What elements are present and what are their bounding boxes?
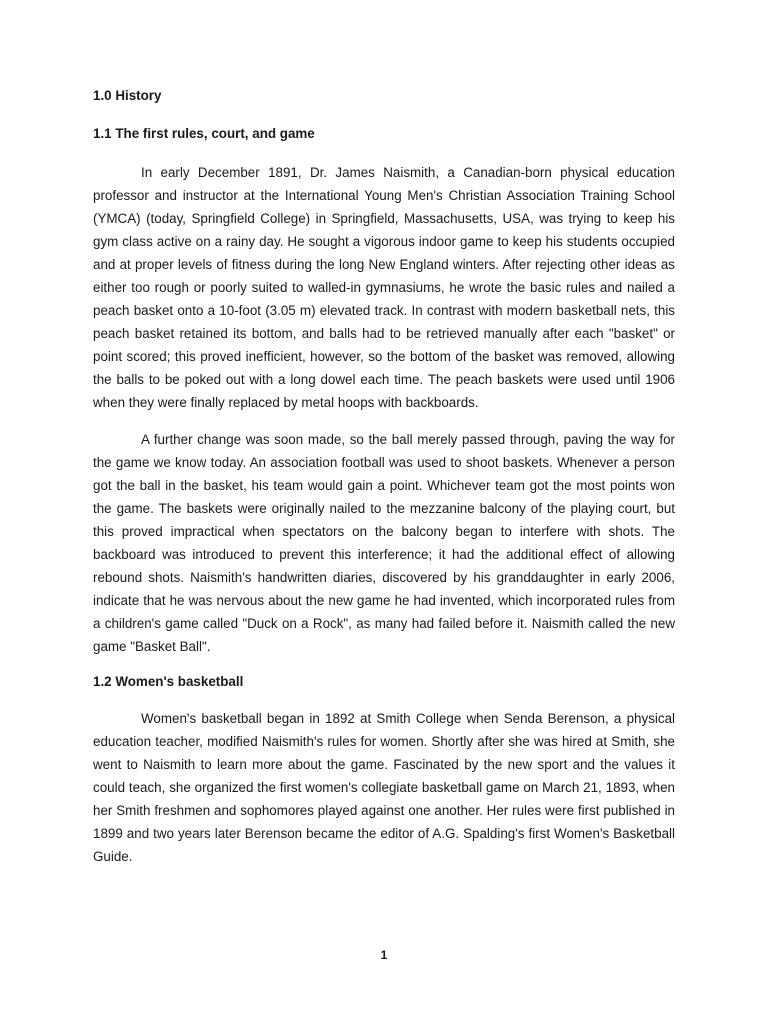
page-number: 1: [380, 948, 388, 962]
paragraph-womens-basketball: Women's basketball began in 1892 at Smith College when Senda Berenson, a physical education teacher, modified Naismith's rules for women. Shortly after she was hired at Smith, she went to Naismith to learn more about the game. Fascinated by the new sport and the values it could teach, she organized the first women's collegiate basketball game on March 21, 1893, when her Smith freshmen and sophomores played against one another. Her rules were first published in 1899 and two years later Berenson became the editor of A.G. Spalding's first Women's Basketball Guide.: [93, 711, 675, 864]
paragraph-naismith-origins: In early December 1891, Dr. James Naismith, a Canadian-born physical education professor and instructor at the International Young Men's Christian Association Training School (YMCA) (today, Springfield College) in Springfield, Massachusetts, USA, was trying to keep his gym class active on a rainy day. He sought a vigorous indoor game to keep his students occupied and at proper levels of fitness during the long New England winters. After rejecting other ideas as either too rough or poorly suited to walled-in gymnasiums, he wrote the basic rules and nailed a peach basket onto a 10-foot (3.05 m) elevated track. In contrast with modern basketball nets, this peach basket retained its bottom, and balls had to be retrieved manually after each "basket" or point scored; this proved inefficient, however, so the bottom of the basket was removed, allowing the balls to be poked out with a long dowel each time. The peach baskets were used until 1906 when they were finally replaced by metal hoops with backboards.: [93, 165, 675, 410]
subsection-heading-womens-basketball: 1.2 Women's basketball: [93, 674, 244, 689]
subsection-heading-first-rules: 1.1 The first rules, court, and game: [93, 126, 315, 141]
document-body: [93, 86, 675, 868]
section-heading: 1.0 History: [93, 88, 162, 103]
paragraph-further-changes: A further change was soon made, so the ball merely passed through, paving the way for the game we know today. An association football was used to shoot baskets. Whenever a person got the ball in the basket, his team would gain a point. Whichever team got the most points won the game. The baskets were originally nailed to the mezzanine balcony of the playing court, but this proved impractical when spectators on the balcony began to interfere with shots. The backboard was introduced to prevent this interference; it had the additional effect of allowing rebound shots. Naismith's handwritten diaries, discovered by his granddaughter in early 2006, indicate that he was nervous about the new game he had invented, which incorporated rules from a children's game called "Duck on a Rock", as many had failed before it. Naismith called the new game "Basket Ball".: [93, 432, 675, 654]
